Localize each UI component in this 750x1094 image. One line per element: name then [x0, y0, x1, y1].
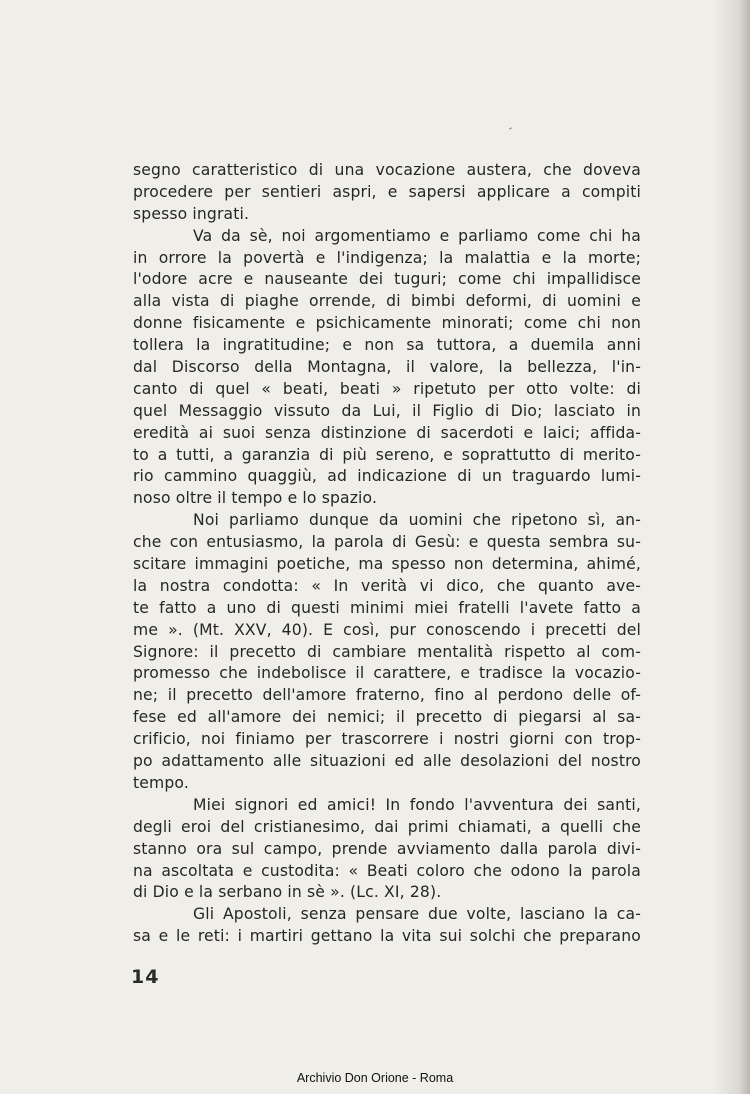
text-line: alla vista di piaghe orrende, di bimbi deformi, di uomini e: [133, 292, 641, 311]
page-number: 14: [131, 966, 160, 988]
text-line: quel Messaggio vissuto da Lui, il Figlio di Dio; lasciato in: [133, 401, 641, 420]
text-line: tollera la ingratitudine; e non sa tuttora, a duemila anni: [133, 336, 641, 355]
text-line: canto di quel « beati, beati » ripetuto per otto volte: di: [133, 379, 641, 398]
text-line: segno caratteristico di una vocazione austera, che doveva: [133, 161, 641, 179]
text-line: na ascoltata e custodita: « Beati coloro che odono la parola: [133, 861, 641, 880]
text-line: donne fisicamente e psichicamente minorati; come chi non: [133, 314, 641, 333]
text-line: promesso che indebolisce il carattere, e tradisce la vocazio-: [133, 664, 641, 683]
paragraph-start-line: Va da sè, noi argomentiamo e parliamo come chi ha: [193, 226, 641, 245]
text-line: te fatto a uno di questi minimi miei fratelli l'avete fatto a: [133, 598, 641, 617]
text-line: la nostra condotta: « In verità vi dico, che quanto ave-: [133, 576, 641, 595]
text-line: che con entusiasmo, la parola di Gesù: e questa sembra su-: [133, 533, 641, 552]
text-line: fese ed all'amore dei nemici; il precetto di piegarsi al sa-: [133, 708, 641, 727]
page-edge-shadow: [714, 0, 750, 1094]
text-line: crificio, noi finiamo per trascorrere i nostri giorni con trop-: [133, 730, 641, 749]
text-line: degli eroi del cristianesimo, dai primi chiamati, a quelli che: [133, 817, 641, 836]
text-line: dal Discorso della Montagna, il valore, la bellezza, l'in-: [133, 358, 641, 377]
text-line: Signore: il precetto di cambiare mentalità rispetto al com-: [133, 642, 641, 661]
text-line: stanno ora sul campo, prende avviamento dalla parola divi-: [133, 839, 641, 858]
paragraph-start-line: Noi parliamo dunque da uomini che ripetono sì, an-: [193, 511, 641, 530]
paragraph-start-line: Gli Apostoli, senza pensare due volte, lasciano la ca-: [193, 905, 641, 924]
text-line: noso oltre il tempo e lo spazio.: [133, 489, 378, 508]
text-line: scitare immagini poetiche, ma spesso non determina, ahimé,: [133, 555, 641, 574]
text-line: po adattamento alle situazioni ed alle desolazioni del nostro: [133, 752, 641, 771]
text-line: me ». (Mt. XXV, 40). E così, pur conoscendo i precetti del: [133, 620, 641, 639]
text-line: rio cammino quaggiù, ad indicazione di un traguardo lumi-: [133, 467, 641, 486]
text-line: tempo.: [133, 773, 189, 792]
text-line: di Dio e la serbano in sè ». (Lc. XI, 28).: [133, 883, 442, 902]
text-line: l'odore acre e nauseante dei tuguri; come chi impallidisce: [133, 270, 641, 289]
archive-footer: Archivio Don Orione - Roma: [296, 1071, 454, 1085]
text-line: ne; il precetto dell'amore fraterno, fino al perdono delle of-: [133, 686, 641, 705]
text-line: eredità ai suoi senza distinzione di sacerdoti e laici; affida-: [133, 423, 641, 442]
text-line: in orrore la povertà e l'indigenza; la malattia e la morte;: [133, 248, 641, 267]
paper-speck: [509, 127, 512, 129]
text-line: to a tutti, a garanzia di più sereno, e soprattutto di merito-: [133, 445, 641, 464]
text-line: procedere per sentieri aspri, e sapersi applicare a compiti: [133, 182, 641, 201]
body-text: [133, 160, 641, 948]
text-line: spesso ingrati.: [133, 204, 250, 223]
paragraph-start-line: Miei signori ed amici! In fondo l'avventura dei santi,: [193, 795, 641, 814]
text-line: sa e le reti: i martiri gettano la vita sui solchi che preparano: [133, 927, 641, 946]
